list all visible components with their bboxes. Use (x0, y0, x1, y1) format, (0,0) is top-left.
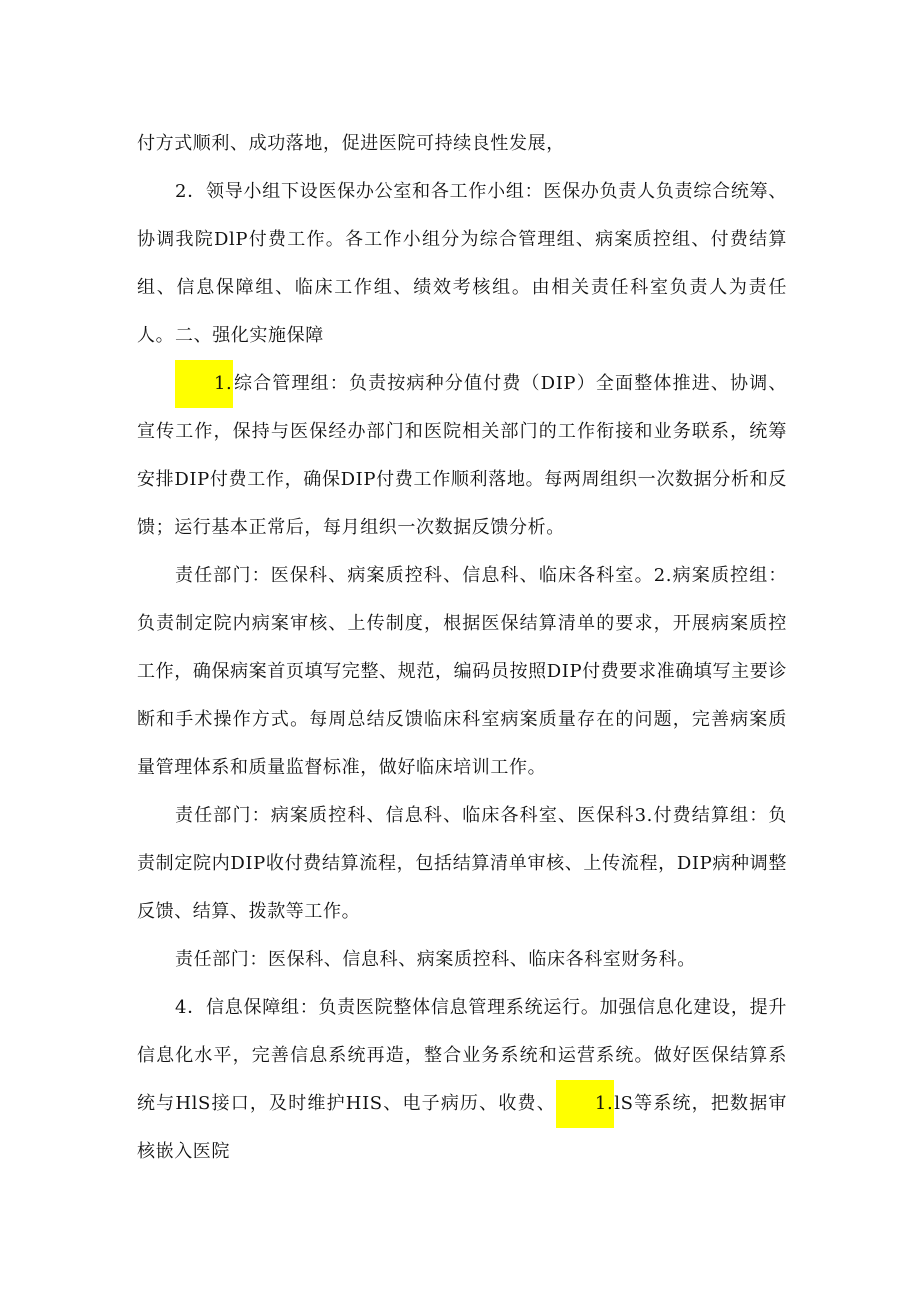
paragraph-text: 综合管理组：负责按病种分值付费（DIP）全面整体推进、协调、宣传工作，保持与医保经办部门和医院相关部门的工作衔接和业务联系，统筹安排DIP付费工作，确保DIP付费工作顺利落地。每两周组织一次数据分析和反馈；运行基本正常后，每月组织一次数据反馈分析。 (137, 373, 787, 538)
paragraph-settlement-group: 责任部门：病案质控科、信息科、临床各科室、医保科3.付费结算组：负责制定院内DIP收付费结算流程，包括结算清单审核、上传流程，DIP病种调整反馈、结算、拨款等工作。 (137, 805, 787, 922)
paragraph-info-group (137, 984, 787, 1176)
paragraph-finance-dept: 责任部门：医保科、信息科、病案质控科、临床各科室财务科。 (175, 949, 696, 970)
highlight-mark: 1. (175, 360, 233, 408)
paragraph-text: 4．信息保障组：负责医院整体信息管理系统运行。加强信息化建设，提升信息化水平，完善信息系统再造，整合业务系统和运营系统。做好医保结算系统与HlS接口，及时维护HIS、电子病历、收费、 (137, 997, 787, 1114)
section-heading: 二、强化实施保障 (175, 325, 324, 346)
paragraph-text: lS等系统，把数据审核嵌入医院 (137, 1093, 787, 1162)
highlight-mark: 1. (556, 1080, 614, 1128)
paragraph-continuation: 付方式顺利、成功落地，促进医院可持续良性发展， (137, 133, 565, 154)
paragraph-leading-group: 2．领导小组下设医保办公室和各工作小组：医保办负责人负责综合统筹、协调我院DlP付费工作。各工作小组分为综合管理组、病案质控组、付费结算组、信息保障组、临床工作组、绩效考核组。由相关责任科室负责人为责任人。 (137, 181, 787, 346)
paragraph-case-quality-group: 责任部门：医保科、病案质控科、信息科、临床各科室。2.病案质控组：负责制定院内病案审核、上传制度，根据医保结算清单的要求，开展病案质控工作，确保病案首页填写完整、规范，编码员按照DIP付费要求准确填写主要诊断和手术操作方式。每周总结反馈临床科室病案质量存在的问题，完善病案质量管理体系和质量监督标准，做好临床培训工作。 (137, 565, 787, 778)
paragraph-management-group (137, 360, 787, 552)
